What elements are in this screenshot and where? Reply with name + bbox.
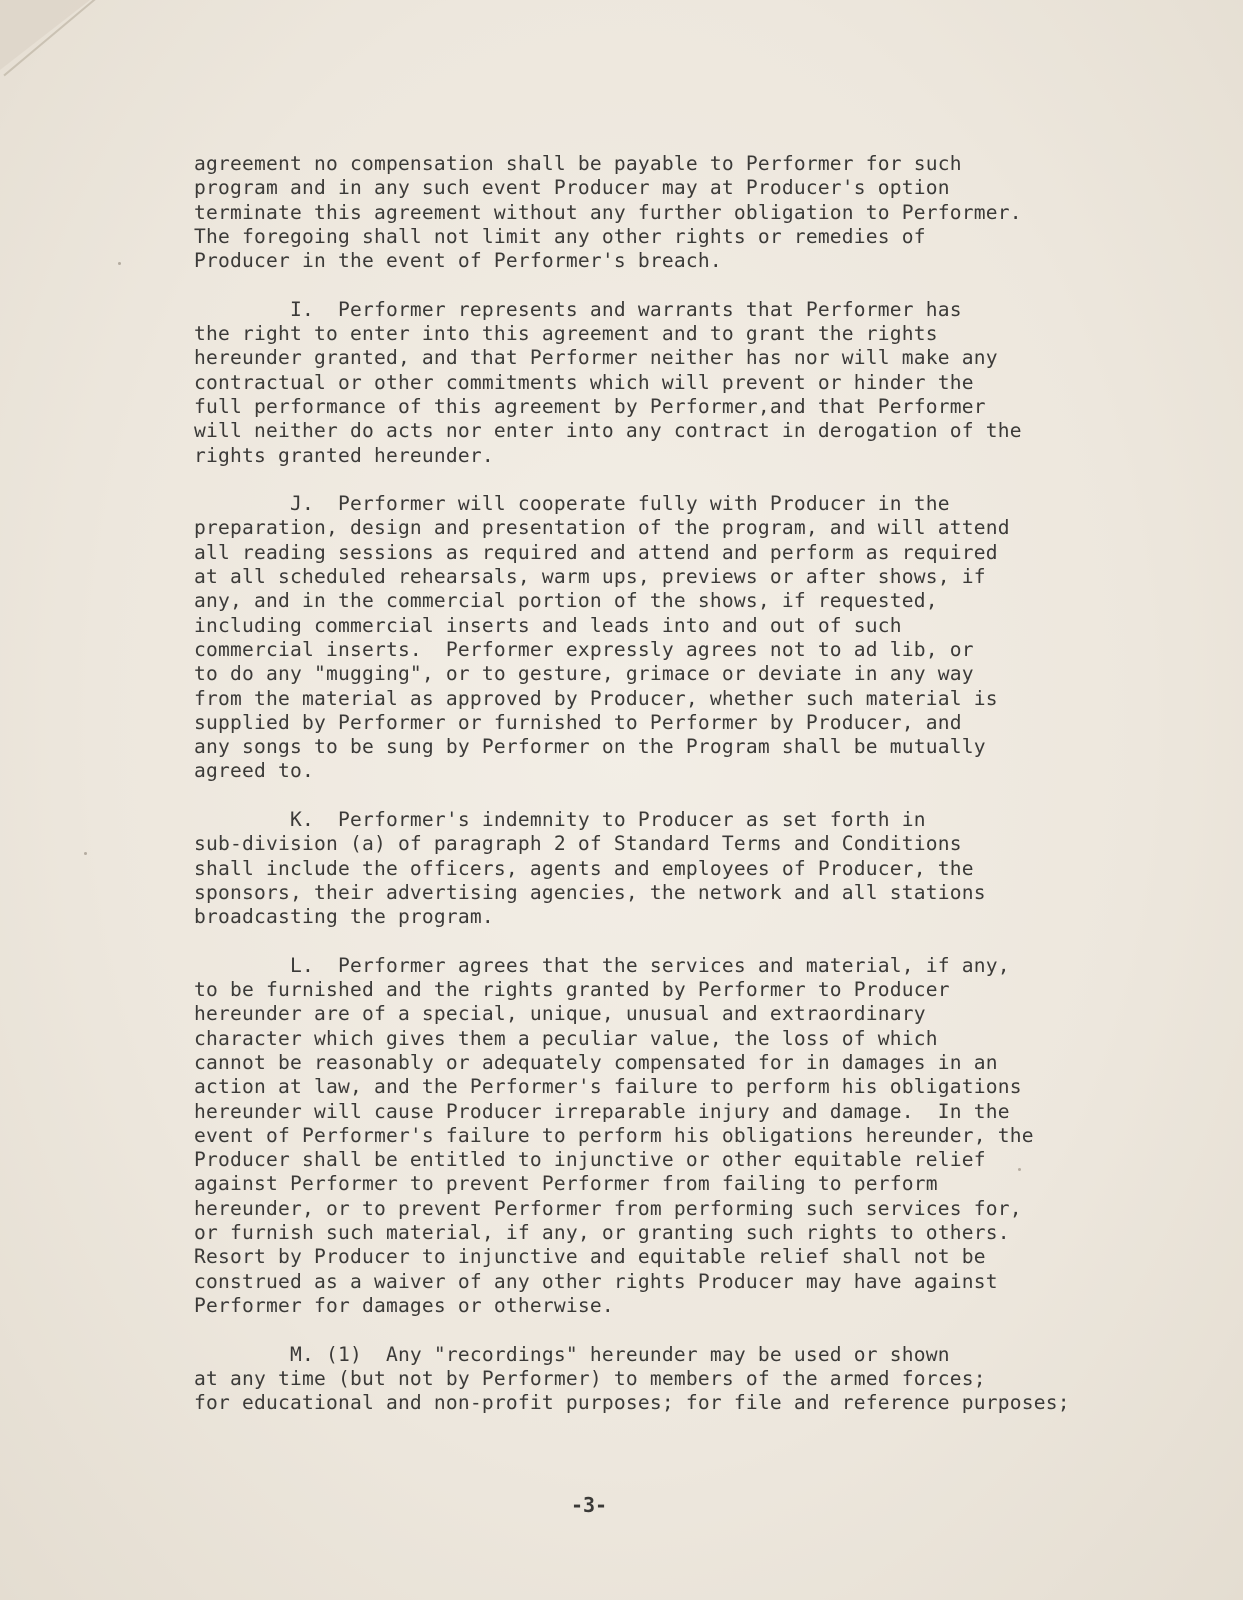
- text-line: supplied by Performer or furnished to Performer by Producer, and: [194, 710, 962, 734]
- text-line: any, and in the commercial portion of the shows, if requested,: [194, 589, 938, 613]
- text-line: at all scheduled rehearsals, warm ups, previews or after shows, if: [194, 565, 986, 589]
- text-line: action at law, and the Performer's failure to perform his obligations: [194, 1075, 1022, 1099]
- paragraph-k: [194, 808, 1074, 929]
- text-line: agreed to.: [194, 759, 314, 783]
- text-line: including commercial inserts and leads into and out of such: [194, 613, 902, 637]
- page-number: -3-: [570, 1493, 608, 1517]
- contract-text: [194, 152, 1074, 1415]
- text-line: sub-division (a) of paragraph 2 of Standard Terms and Conditions: [194, 832, 962, 856]
- text-line: contractual or other commitments which will prevent or hinder the: [194, 370, 974, 394]
- text-line: hereunder will cause Producer irreparable injury and damage. In the: [194, 1099, 1010, 1123]
- text-line: The foregoing shall not limit any other rights or remedies of: [194, 224, 926, 248]
- corner-fold: [0, 0, 90, 70]
- text-line: agreement no compensation shall be payable to Performer for such: [194, 152, 962, 175]
- text-line: character which gives them a peculiar value, the loss of which: [194, 1026, 938, 1050]
- text-line: to be furnished and the rights granted by Performer to Producer: [194, 978, 950, 1002]
- text-line: M. (1) Any "recordings" hereunder may be used or shown: [194, 1342, 950, 1366]
- text-line: I. Performer represents and warrants that Performer has: [194, 297, 962, 321]
- text-line: hereunder granted, and that Performer neither has nor will make any: [194, 346, 998, 370]
- text-line: the right to enter into this agreement and to grant the rights: [194, 322, 938, 346]
- text-line: preparation, design and presentation of the program, and will attend: [194, 516, 1010, 540]
- text-line: full performance of this agreement by Performer,and that Performer: [194, 394, 986, 418]
- text-line: L. Performer agrees that the services and material, if any,: [194, 953, 1010, 977]
- paper-speck: [118, 262, 121, 265]
- text-line: shall include the officers, agents and employees of Producer, the: [194, 856, 974, 880]
- text-line: construed as a waiver of any other rights Producer may have against: [194, 1269, 998, 1293]
- paragraph-m: [194, 1343, 1074, 1416]
- text-line: hereunder, or to prevent Performer from performing such services for,: [194, 1196, 1022, 1220]
- text-line: will neither do acts nor enter into any contract in derogation of the: [194, 419, 1022, 443]
- text-line: terminate this agreement without any further obligation to Performer.: [194, 200, 1022, 224]
- paragraph-continuation: [194, 152, 1074, 273]
- paragraph-j: [194, 492, 1074, 784]
- text-line: event of Performer's failure to perform his obligations hereunder, the: [194, 1123, 1034, 1147]
- text-line: or furnish such material, if any, or granting such rights to others.: [194, 1221, 1010, 1245]
- text-line: broadcasting the program.: [194, 905, 494, 929]
- text-line: at any time (but not by Performer) to members of the armed forces;: [194, 1366, 986, 1390]
- text-line: all reading sessions as required and attend and perform as required: [194, 540, 998, 564]
- text-line: against Performer to prevent Performer from failing to perform: [194, 1172, 938, 1196]
- text-line: cannot be reasonably or adequately compensated for in damages in an: [194, 1050, 998, 1074]
- text-line: Performer for damages or otherwise.: [194, 1293, 614, 1317]
- text-line: for educational and non-profit purposes; for file and reference purposes;: [194, 1391, 1070, 1415]
- text-line: to do any "mugging", or to gesture, grimace or deviate in any way: [194, 662, 974, 686]
- paragraph-l: [194, 954, 1074, 1318]
- paragraph-i: [194, 298, 1074, 468]
- text-line: Producer shall be entitled to injunctive or other equitable relief: [194, 1148, 986, 1172]
- text-line: J. Performer will cooperate fully with Producer in the: [194, 492, 950, 516]
- text-line: Producer in the event of Performer's breach.: [194, 249, 722, 273]
- text-line: sponsors, their advertising agencies, the network and all stations: [194, 880, 986, 904]
- text-line: hereunder are of a special, unique, unusual and extraordinary: [194, 1002, 926, 1026]
- text-line: any songs to be sung by Performer on the Program shall be mutually: [194, 735, 986, 759]
- text-line: program and in any such event Producer may at Producer's option: [194, 176, 950, 200]
- text-line: rights granted hereunder.: [194, 443, 494, 467]
- text-line: K. Performer's indemnity to Producer as set forth in: [194, 808, 926, 832]
- text-line: commercial inserts. Performer expressly agrees not to ad lib, or: [194, 637, 974, 661]
- paper-speck: [84, 852, 87, 855]
- text-line: from the material as approved by Producer, whether such material is: [194, 686, 998, 710]
- text-line: Resort by Producer to injunctive and equitable relief shall not be: [194, 1245, 986, 1269]
